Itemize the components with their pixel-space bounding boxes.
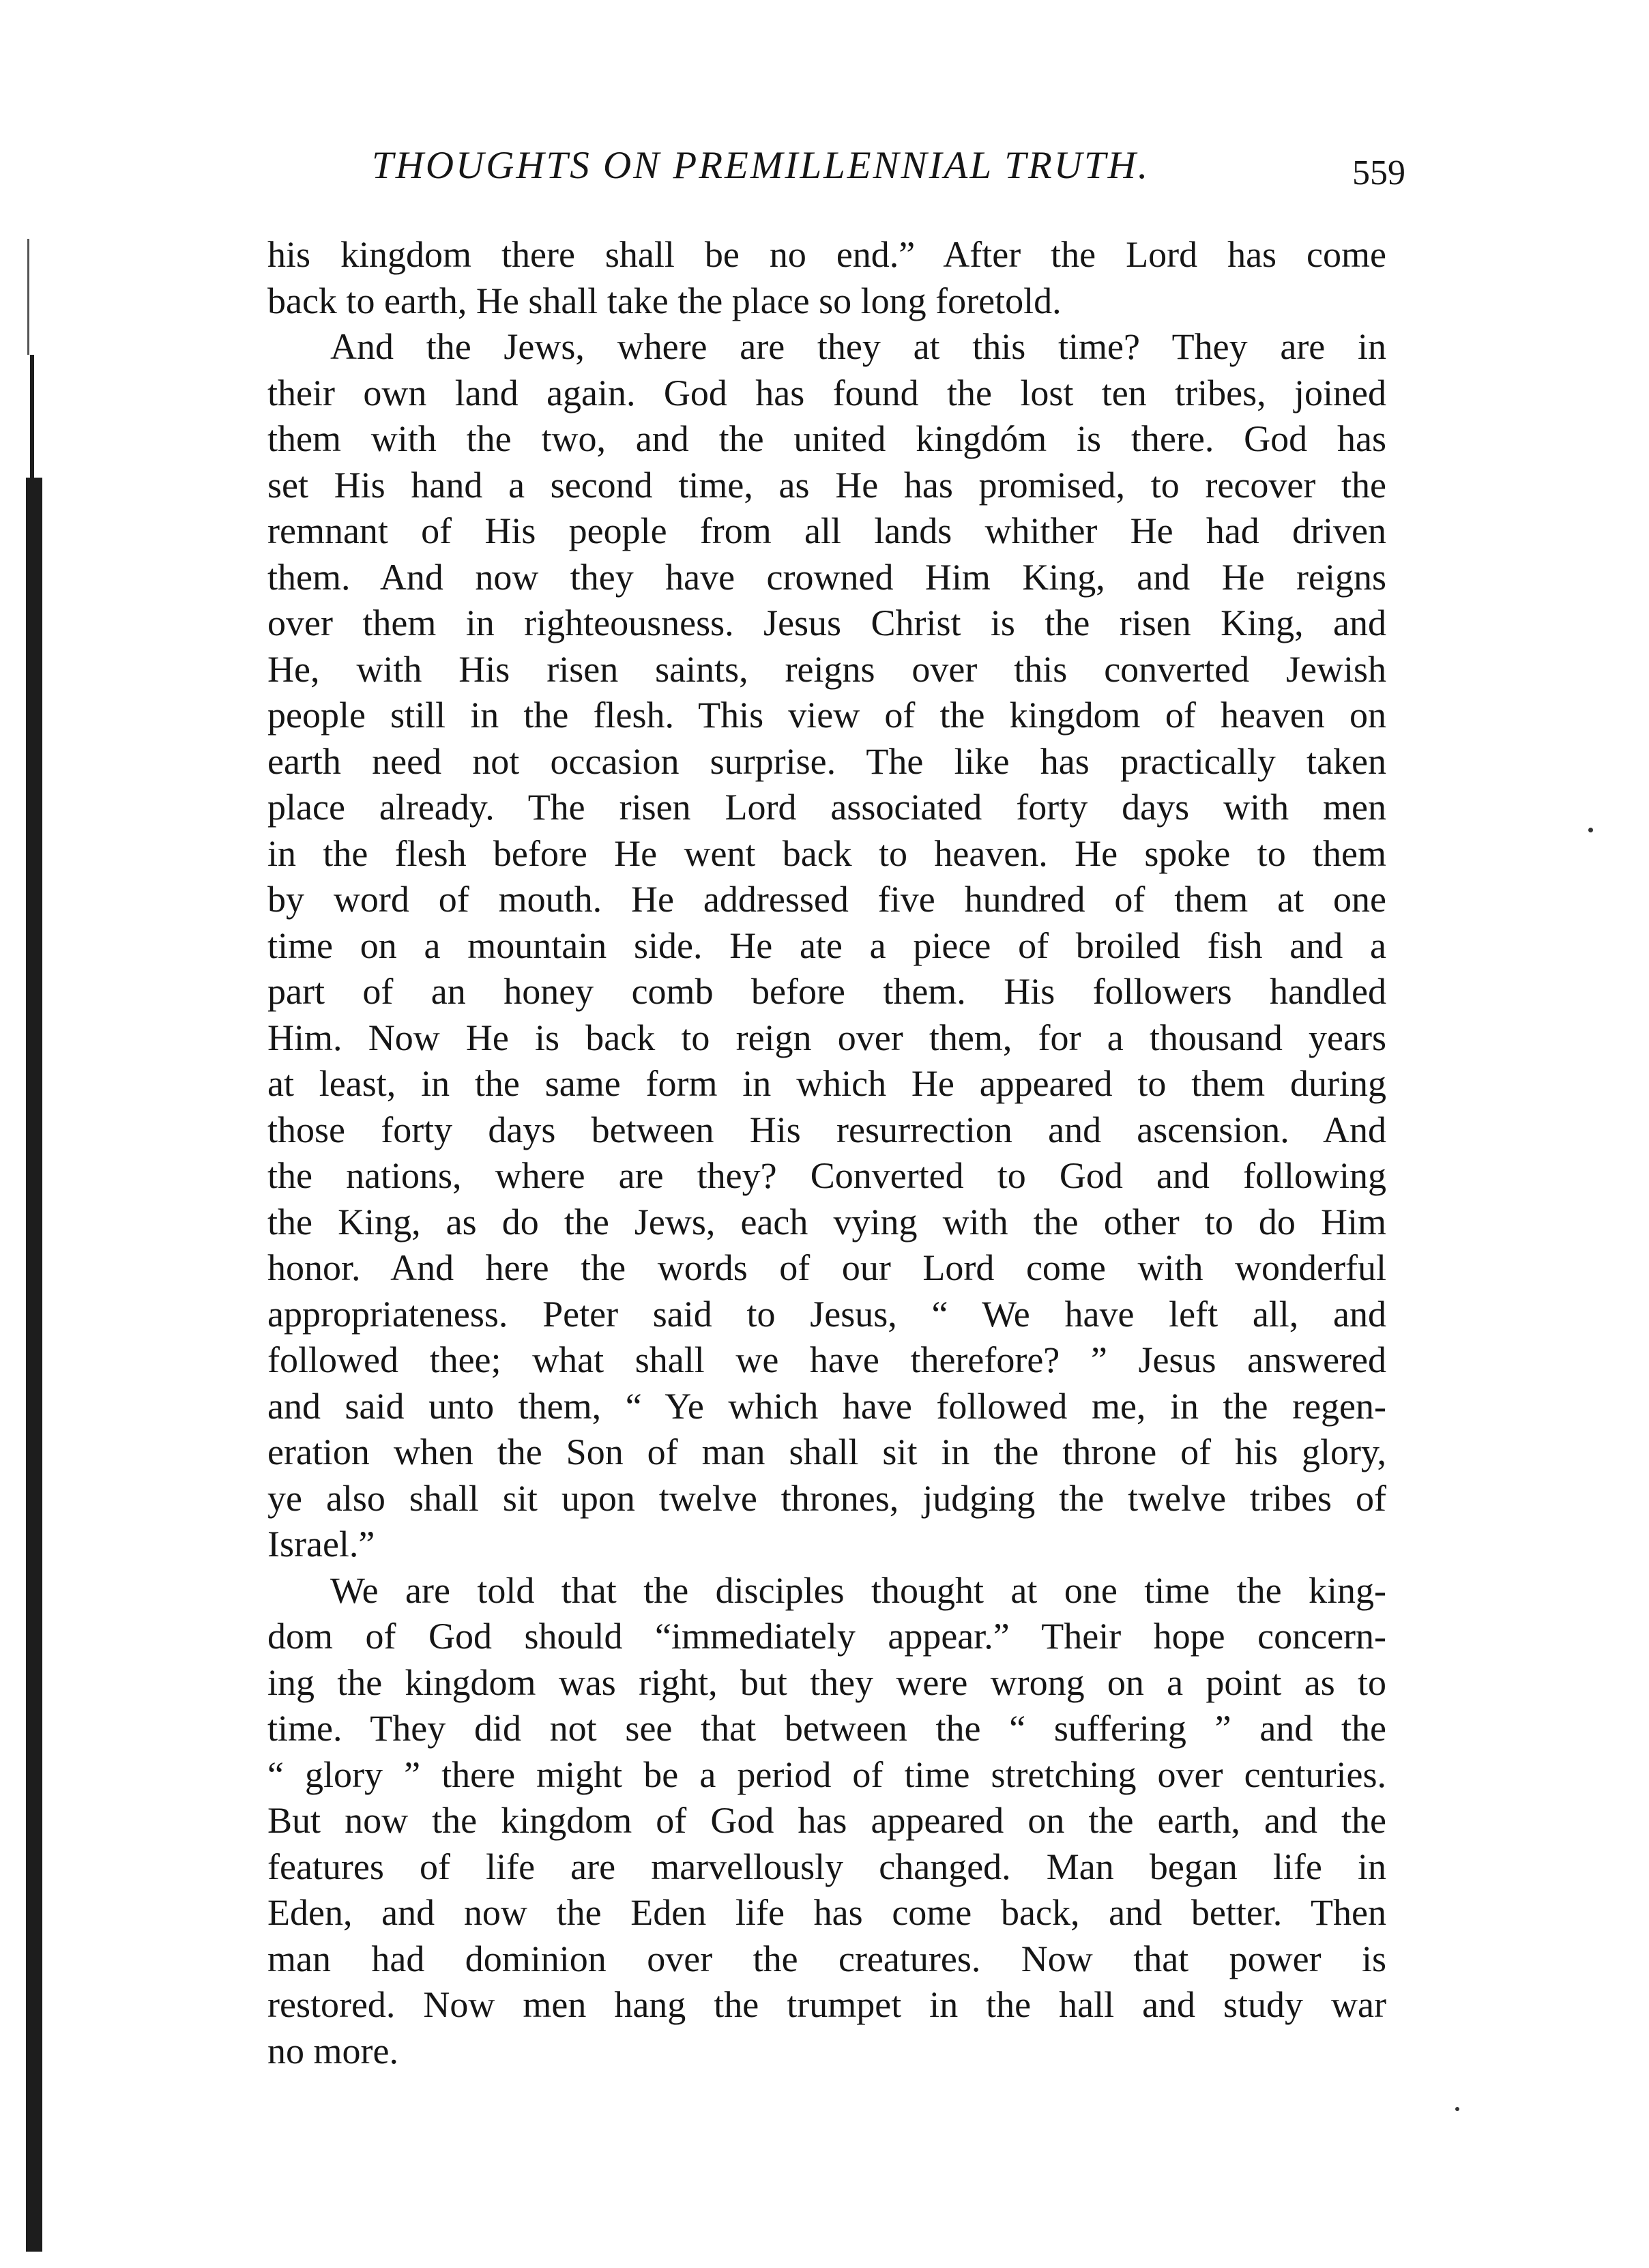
paragraph [267, 232, 1386, 324]
text-line: restored. Now men hang the trumpet in the hall and study war [267, 1984, 1386, 2025]
text-line: set His hand a second time, as He has promised, to recover the [267, 464, 1386, 506]
page-edge-shadow [26, 478, 42, 2252]
text-line: ye also shall sit upon twelve thrones, judging the twelve tribes of [267, 1477, 1386, 1519]
text-line: Eden, and now the Eden life has come back, and better. Then [267, 1892, 1386, 1933]
text-line: earth need not occasion surprise. The like has practically taken [267, 740, 1386, 782]
page-number: 559 [1352, 154, 1405, 192]
text-line: them. And now they have crowned Him King, and He reigns [267, 556, 1386, 598]
paragraph [267, 1568, 1386, 2075]
text-line: those forty days between His resurrection and ascension. And [267, 1109, 1386, 1150]
text-line: the King, as do the Jews, each vying with the other to do Him [267, 1201, 1386, 1242]
text-line: part of an honey comb before them. His followers handled [267, 971, 1386, 1012]
print-speck [1455, 2107, 1459, 2111]
text-line: at least, in the same form in which He appeared to them during [267, 1063, 1386, 1104]
text-line: followed thee; what shall we have therefore? ” Jesus answered [267, 1339, 1386, 1380]
text-line: “ glory ” there might be a period of time stretching over centuries. [267, 1754, 1386, 1795]
body-text [267, 232, 1386, 2074]
text-line: We are told that the disciples thought at one time the king- [330, 1569, 1386, 1611]
text-line: people still in the flesh. This view of the kingdom of heaven on [267, 695, 1386, 736]
text-line: dom of God should “immediately appear.” Their hope concern- [267, 1616, 1386, 1657]
text-line: But now the kingdom of God has appeared on the earth, and the [267, 1800, 1386, 1841]
text-line: He, with His risen saints, reigns over this converted Jewish [267, 648, 1386, 690]
page-edge-shadow-thin [27, 239, 29, 355]
text-line: and said unto them, “ Ye which have followed me, in the regen- [267, 1385, 1386, 1427]
text-line: in the flesh before He went back to heaven. He spoke to them [267, 832, 1386, 874]
text-line: time on a mountain side. He ate a piece of broiled fish and a [267, 925, 1386, 966]
text-line: them with the two, and the united kingdóm is there. God has [267, 418, 1386, 459]
text-line: over them in righteousness. Jesus Christ is the risen King, and [267, 602, 1386, 643]
text-line: the nations, where are they? Converted to God and following [267, 1155, 1386, 1196]
text-line: And the Jews, where are they at this time? They are in [330, 326, 1386, 367]
running-title: THOUGHTS ON PREMILLENNIAL TRUTH. [372, 144, 1150, 187]
text-line: eration when the Son of man shall sit in the throne of his glory, [267, 1431, 1386, 1472]
text-line: time. They did not see that between the “ suffering ” and the [267, 1708, 1386, 1749]
text-line: his kingdom there shall be no end.” After the Lord has come [267, 234, 1386, 275]
paragraph [267, 324, 1386, 1568]
text-line: honor. And here the words of our Lord come with wonderful [267, 1247, 1386, 1288]
text-line: features of life are marvellously changed. Man began life in [267, 1846, 1386, 1887]
text-line: no more. [267, 2030, 398, 2071]
text-line: by word of mouth. He addressed five hundred of them at one [267, 879, 1386, 920]
text-line: place already. The risen Lord associated forty days with men [267, 787, 1386, 828]
print-speck [1588, 828, 1593, 832]
text-line: appropriateness. Peter said to Jesus, “ We have left all, and [267, 1293, 1386, 1335]
text-line: ing the kingdom was right, but they were wrong on a point as to [267, 1661, 1386, 1703]
text-line: back to earth, He shall take the place so long foretold. [267, 280, 1062, 321]
text-line: remnant of His people from all lands whither He had driven [267, 510, 1386, 551]
page-edge-shadow-top [30, 355, 34, 478]
running-head [372, 143, 1405, 198]
text-line: their own land again. God has found the lost ten tribes, joined [267, 372, 1386, 413]
text-line: man had dominion over the creatures. Now that power is [267, 1938, 1386, 1979]
text-line: Israel.” [267, 1524, 375, 1565]
text-line: Him. Now He is back to reign over them, for a thousand years [267, 1017, 1386, 1058]
